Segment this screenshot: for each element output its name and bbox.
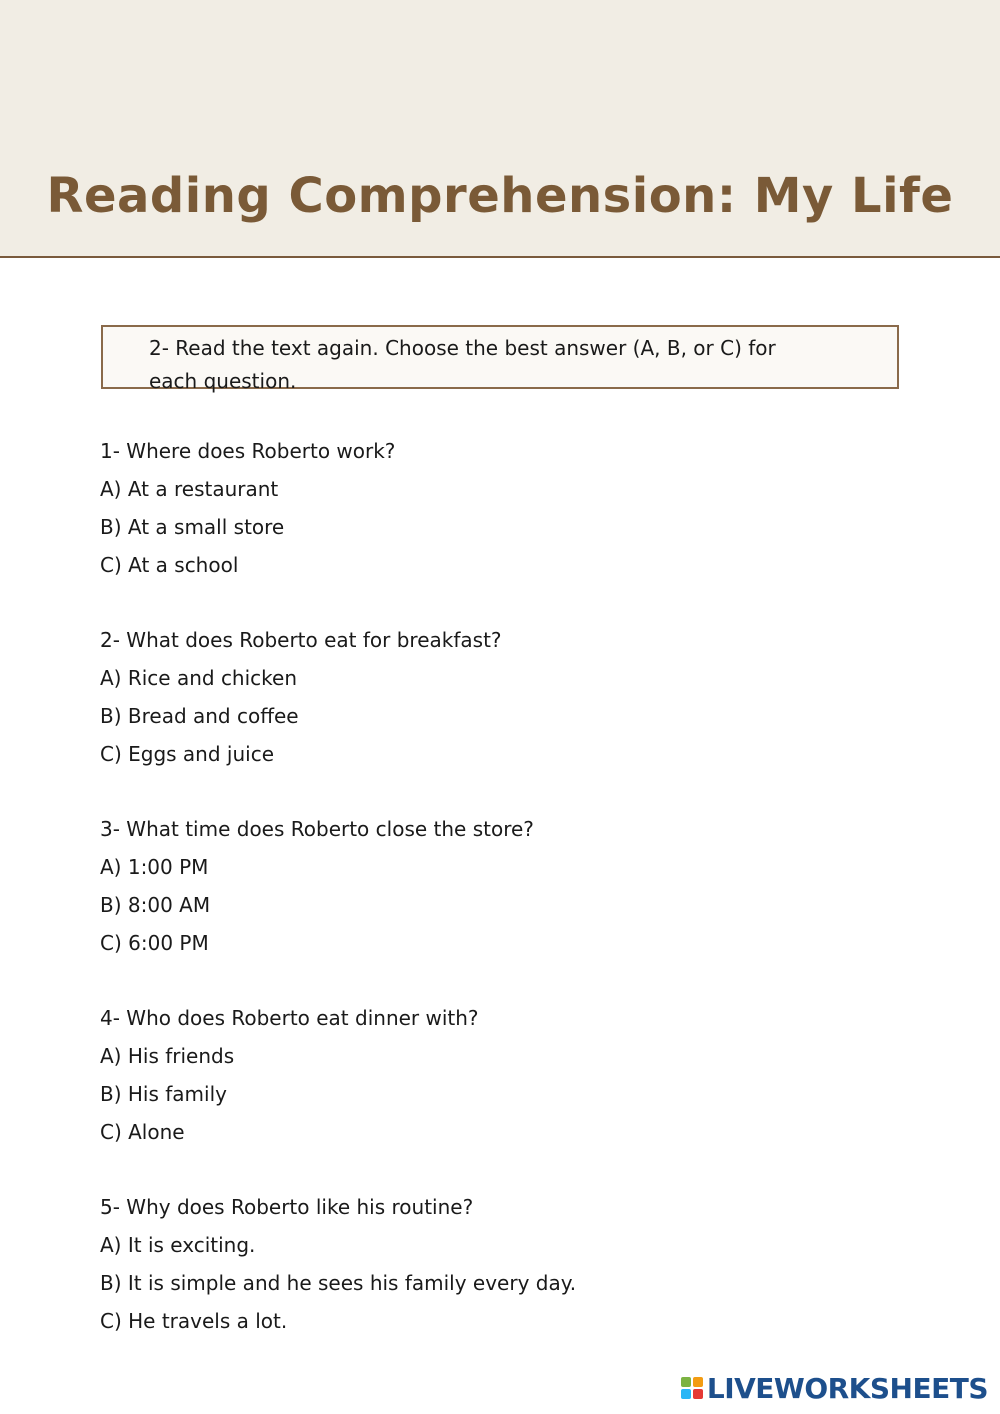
answer-option-b[interactable]: B) 8:00 AM bbox=[100, 893, 211, 917]
logo-text: LIVEWORKSHEETS bbox=[706, 1371, 988, 1405]
answer-option-a[interactable]: A) It is exciting. bbox=[100, 1233, 256, 1257]
answer-option-a[interactable]: A) 1:00 PM bbox=[100, 855, 209, 879]
question-prompt: 5- Why does Roberto like his routine? bbox=[100, 1195, 474, 1219]
question-2 bbox=[100, 621, 900, 773]
answer-option-b[interactable]: B) His family bbox=[100, 1082, 227, 1106]
question-prompt: 2- What does Roberto eat for breakfast? bbox=[100, 628, 502, 652]
question-5 bbox=[100, 1188, 900, 1340]
answer-option-a[interactable]: A) His friends bbox=[100, 1044, 235, 1068]
answer-option-b[interactable]: B) Bread and coffee bbox=[100, 704, 299, 728]
liveworksheets-logo-icon bbox=[681, 1377, 703, 1399]
answer-option-a[interactable]: A) Rice and chicken bbox=[100, 666, 298, 690]
page-title: Reading Comprehension: My Life bbox=[46, 168, 954, 224]
answer-option-b[interactable]: B) It is simple and he sees his family every day. bbox=[100, 1271, 577, 1295]
question-list bbox=[100, 432, 900, 1377]
answer-option-c[interactable]: C) 6:00 PM bbox=[100, 931, 209, 955]
question-3 bbox=[100, 810, 900, 962]
question-1 bbox=[100, 432, 900, 584]
answer-option-b[interactable]: B) At a small store bbox=[100, 515, 285, 539]
answer-option-a[interactable]: A) At a restaurant bbox=[100, 477, 279, 501]
answer-option-c[interactable]: C) Alone bbox=[100, 1120, 185, 1144]
question-4 bbox=[100, 999, 900, 1151]
question-prompt: 4- Who does Roberto eat dinner with? bbox=[100, 1006, 479, 1030]
liveworksheets-logo[interactable] bbox=[681, 1370, 988, 1406]
answer-option-c[interactable]: C) He travels a lot. bbox=[100, 1309, 288, 1333]
question-prompt: 1- Where does Roberto work? bbox=[100, 439, 396, 463]
instruction-text: 2- Read the text again. Choose the best answer (A, B, or C) for each question. bbox=[149, 336, 776, 393]
instruction-box bbox=[101, 325, 899, 393]
answer-option-c[interactable]: C) At a school bbox=[100, 553, 239, 577]
question-prompt: 3- What time does Roberto close the store? bbox=[100, 817, 534, 841]
answer-option-c[interactable]: C) Eggs and juice bbox=[100, 742, 275, 766]
page-header bbox=[0, 0, 1000, 258]
